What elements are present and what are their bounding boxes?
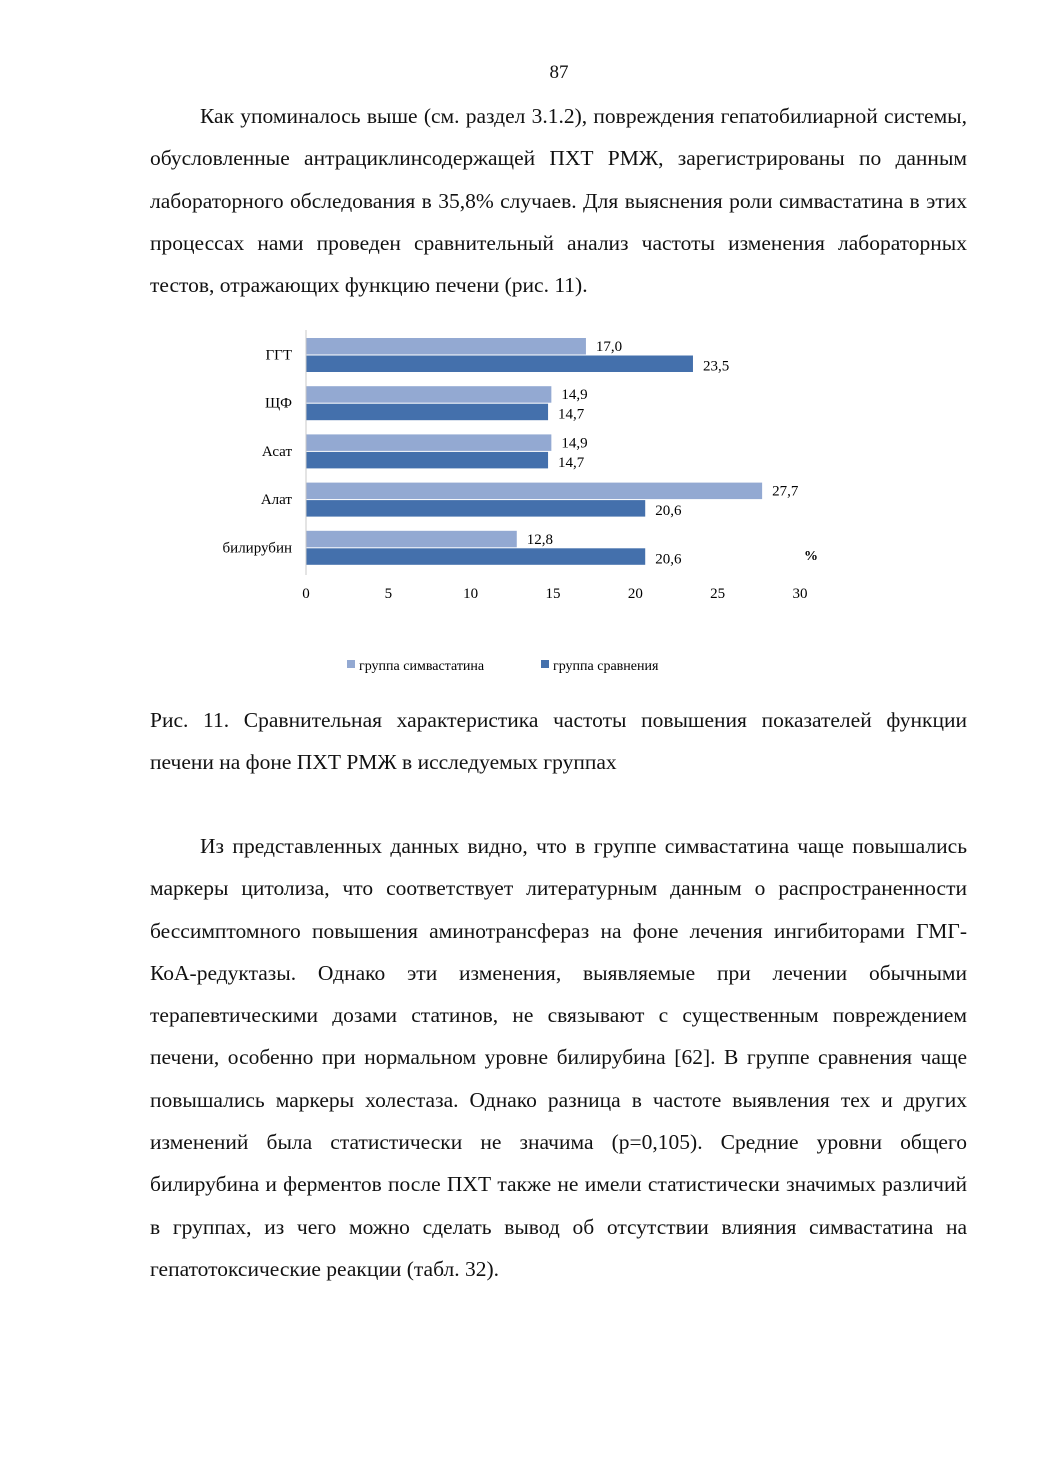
data-label: 20,6	[655, 551, 682, 568]
x-tick-label: 0	[302, 586, 310, 602]
legend-label-simvastatin: группа симвастатина	[359, 659, 485, 674]
bar	[306, 531, 517, 548]
data-label: 14,9	[561, 435, 588, 452]
data-label: 23,5	[702, 358, 730, 375]
data-label: 14,9	[561, 387, 588, 404]
bar	[306, 338, 586, 355]
bar	[306, 500, 645, 516]
bar	[306, 434, 551, 451]
figure-caption: Рис. 11. Сравнительная характеристика частоты повышения показателей функции печени на фоне ПХТ РМЖ в исследуемых группах	[150, 708, 967, 774]
legend-swatch-comparison	[541, 660, 549, 668]
data-label: 12,8	[526, 531, 554, 548]
category-label: ЩФ	[265, 395, 292, 412]
legend	[347, 659, 659, 674]
bar	[306, 548, 645, 565]
x-tick-label: 25	[710, 586, 726, 602]
data-label: 27,7	[772, 483, 799, 500]
x-tick-label: 10	[463, 586, 479, 602]
x-tick-label: 20	[627, 586, 643, 602]
x-tick-label: 5	[384, 586, 393, 602]
bar	[306, 356, 693, 373]
bars	[306, 338, 762, 568]
bar-chart	[195, 320, 845, 690]
category-label: ГГТ	[265, 347, 292, 364]
x-tick-label: 15	[545, 586, 561, 602]
x-tick-labels	[302, 586, 807, 602]
category-label: Алат	[260, 492, 292, 509]
data-label: 14,7	[558, 406, 585, 423]
data-label: 17,0	[595, 339, 623, 355]
x-tick-label: 30	[792, 586, 808, 602]
bar	[306, 404, 548, 421]
legend-swatch-simvastatin	[347, 660, 355, 668]
legend-label-comparison: группа сравнения	[553, 659, 659, 674]
unit-label: %	[804, 549, 818, 564]
bar	[306, 386, 551, 403]
page-number: 87	[549, 62, 569, 83]
data-label: 14,7	[558, 454, 585, 471]
paragraph-discussion: Из представленных данных видно, что в группе симвастатина чаще повышались маркеры цитолиза, что соответствует литературным данным о распространенности бессимптомного повышения аминотрансфераз на фоне лечения ингибиторами ГМГ-КоА-редуктазы. Однако эти изменения, выявляемые при лечении обычными терапевтическими дозами статинов, не связывают с существенным повреждением печени, особенно при нормальном уровне билирубина [62]. В группе сравнения чаще повышались маркеры холестаза. Однако разница в частоте выявления тех и других изменений была статистически не значима (р=0,105). Средние уровни общего билирубина и ферментов после ПХТ также не имели статистически значимых различий в группах, из чего можно сделать вывод об отсутствии влияния симвастатина на гепатотоксические реакции (табл. 32).	[150, 834, 967, 1281]
value-labels	[527, 339, 799, 567]
data-label: 20,6	[655, 503, 682, 520]
category-label: Асат	[261, 443, 292, 460]
bar	[306, 483, 762, 500]
category-labels	[223, 348, 293, 557]
bar	[306, 452, 548, 469]
category-label: билирубин	[222, 540, 292, 557]
paragraph-intro: Как упоминалось выше (см. раздел 3.1.2), повреждения гепатобилиарной системы, обусловленные антрациклинсодержащей ПХТ РМЖ, зарегистрированы по данным лабораторного обследования в 35,8% случаев. Для выяснения роли симвастатина в этих процессах нами проведен сравнительный анализ частоты изменения лабораторных тестов, отражающих функцию печени (рис. 11).	[150, 104, 967, 298]
